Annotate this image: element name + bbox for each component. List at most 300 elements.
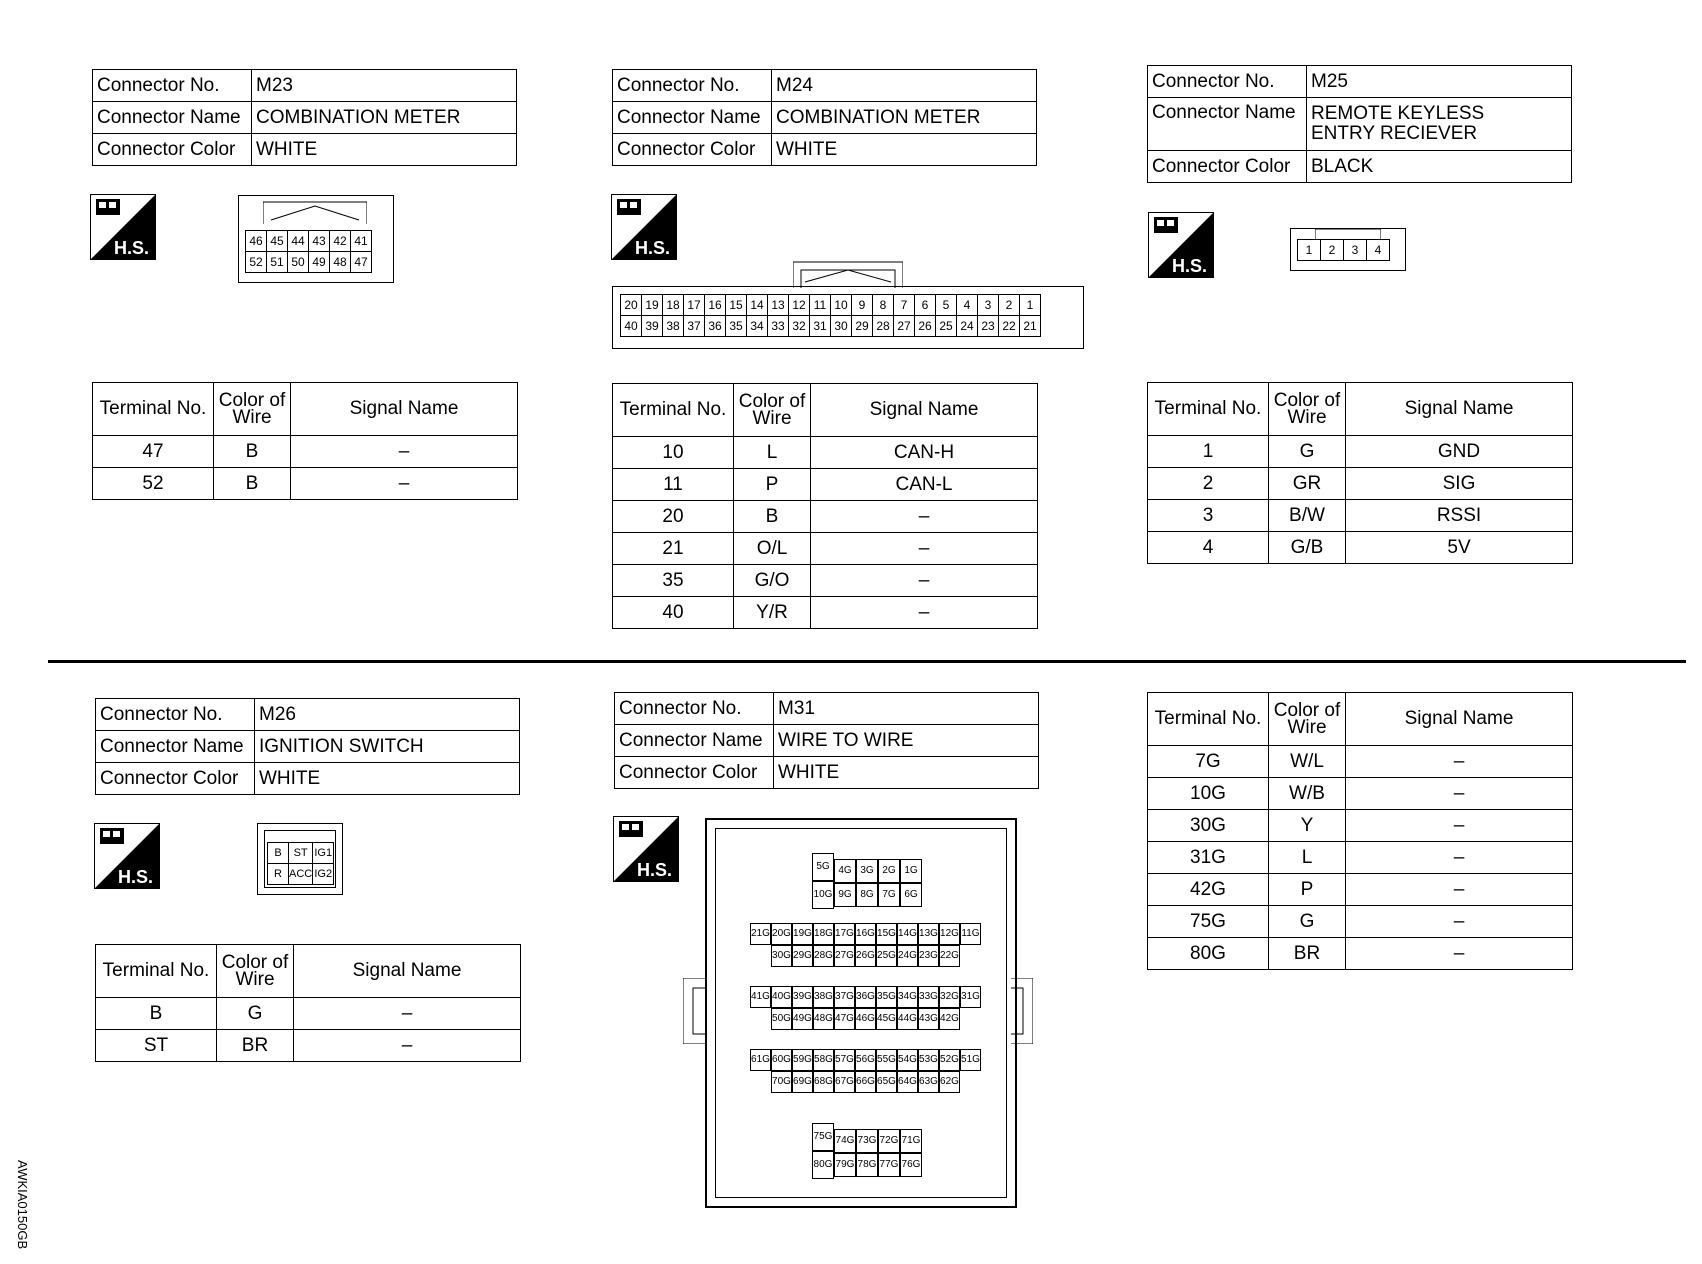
wire-color-cell: G: [217, 998, 294, 1030]
terminal-pin: 44G: [897, 1008, 918, 1030]
terminal-row: [1148, 468, 1573, 500]
terminal-pin: 20G: [771, 923, 792, 945]
terminal-pin: 25: [936, 316, 957, 337]
connector-name-label: Connector Name: [93, 102, 252, 134]
terminal-pin: 29: [852, 316, 873, 337]
terminal-pin: 25G: [876, 945, 897, 967]
terminal-pin: 43G: [918, 1008, 939, 1030]
terminal-pin: 50G: [771, 1008, 792, 1030]
terminal-pin: 1: [1298, 240, 1321, 261]
terminal-pin: 4G: [834, 859, 856, 883]
terminal-row: [1148, 906, 1573, 938]
terminal-no-cell: 2: [1148, 468, 1269, 500]
wire-color-header: Color of Wire: [214, 383, 291, 436]
m25-info-table: [1147, 65, 1572, 183]
wire-color-cell: B/W: [1269, 500, 1346, 532]
terminal-pin: 42: [330, 231, 351, 252]
terminal-pin: 49G: [792, 1008, 813, 1030]
terminal-pin: IG1: [313, 843, 334, 864]
terminal-pin: 26G: [855, 945, 876, 967]
terminal-row: [1148, 778, 1573, 810]
terminal-row: [1148, 746, 1573, 778]
terminal-pin: 1: [1020, 295, 1041, 316]
terminal-pin: 24G: [897, 945, 918, 967]
terminal-pin: 77G: [878, 1153, 900, 1177]
terminal-pin: 33: [768, 316, 789, 337]
terminal-pin: 27: [894, 316, 915, 337]
terminal-pin: 51: [267, 252, 288, 273]
terminal-pin: 22: [999, 316, 1020, 337]
terminal-pin: 22G: [939, 945, 960, 967]
terminal-no-header: Terminal No.: [1148, 693, 1269, 746]
m24-pin-grid: [620, 294, 1041, 337]
terminal-pin: 16: [705, 295, 726, 316]
connector-name-label: Connector Name: [613, 102, 772, 134]
terminal-pin: 2: [1321, 240, 1344, 261]
terminal-pin: 45: [267, 231, 288, 252]
connector-color-value: WHITE: [772, 134, 1037, 166]
terminal-no-cell: 52: [93, 468, 214, 500]
terminal-row: [93, 468, 518, 500]
terminal-pin: 14G: [897, 923, 918, 945]
m25-terminal-table: [1147, 382, 1573, 564]
terminal-pin: 13G: [918, 923, 939, 945]
terminal-row: [613, 565, 1038, 597]
terminal-pin: 10: [831, 295, 852, 316]
terminal-pin: 42G: [939, 1008, 960, 1030]
terminal-pin: ACC: [289, 864, 313, 885]
signal-name-cell: –: [1346, 874, 1573, 906]
terminal-pin: 70G: [771, 1071, 792, 1093]
terminal-pin: 17G: [834, 923, 855, 945]
connector-no-label: Connector No.: [615, 693, 774, 725]
terminal-pin: 10G: [812, 881, 834, 909]
svg-text:H.S.: H.S.: [635, 238, 671, 258]
signal-name-header: Signal Name: [811, 384, 1038, 437]
signal-name-cell: –: [811, 597, 1038, 629]
terminal-pin: 35: [726, 316, 747, 337]
terminal-pin: 29G: [792, 945, 813, 967]
terminal-row: [613, 533, 1038, 565]
connector-name-label: Connector Name: [1148, 98, 1307, 151]
m23-connector-face: [238, 195, 394, 283]
terminal-no-header: Terminal No.: [96, 945, 217, 998]
signal-name-header: Signal Name: [1346, 383, 1573, 436]
wire-color-cell: W/L: [1269, 746, 1346, 778]
terminal-pin: R: [268, 864, 289, 885]
terminal-pin: 47G: [834, 1008, 855, 1030]
terminal-pin: 78G: [856, 1153, 878, 1177]
harness-side-icon: [613, 816, 679, 882]
svg-text:H.S.: H.S.: [114, 238, 150, 258]
terminal-no-cell: 10: [613, 437, 734, 469]
svg-text:H.S.: H.S.: [1172, 256, 1208, 276]
signal-name-cell: CAN-L: [811, 469, 1038, 501]
connector-color-value: WHITE: [774, 757, 1039, 789]
m26-pin-grid: [267, 842, 334, 885]
connector-no-value: M31: [774, 693, 1039, 725]
connector-name-label: Connector Name: [96, 731, 255, 763]
terminal-pin: 8G: [856, 883, 878, 907]
terminal-pin: 72G: [878, 1129, 900, 1153]
m31-terminal-table: [1147, 692, 1573, 970]
wire-color-cell: G/B: [1269, 532, 1346, 564]
m31-side-latches: [683, 978, 1033, 1044]
terminal-pin: 33G: [918, 986, 939, 1008]
terminal-pin: 34: [747, 316, 768, 337]
terminal-row: [93, 436, 518, 468]
m23-info-table: [92, 69, 517, 166]
terminal-pin: 38G: [813, 986, 834, 1008]
terminal-pin: 36G: [855, 986, 876, 1008]
terminal-pin: 51G: [960, 1049, 981, 1071]
terminal-pin: 9: [852, 295, 873, 316]
wire-color-cell: BR: [1269, 938, 1346, 970]
connector-no-label: Connector No.: [613, 70, 772, 102]
terminal-pin: 53G: [918, 1049, 939, 1071]
wire-color-header: Color of Wire: [734, 384, 811, 437]
terminal-pin: 73G: [856, 1129, 878, 1153]
terminal-pin: 5G: [812, 853, 834, 881]
terminal-row: [1148, 436, 1573, 468]
terminal-pin: 12: [789, 295, 810, 316]
terminal-no-header: Terminal No.: [613, 384, 734, 437]
m24-connector-face: [612, 286, 1084, 349]
terminal-pin: 55G: [876, 1049, 897, 1071]
signal-name-cell: –: [1346, 778, 1573, 810]
terminal-pin: 2G: [878, 859, 900, 883]
terminal-pin: 11G: [960, 923, 981, 945]
m26-info-table: [95, 698, 520, 795]
terminal-pin: 58G: [813, 1049, 834, 1071]
terminal-pin: 34G: [897, 986, 918, 1008]
terminal-row: [1148, 810, 1573, 842]
wire-color-cell: P: [734, 469, 811, 501]
connector-color-value: WHITE: [252, 134, 517, 166]
terminal-pin: 6: [915, 295, 936, 316]
terminal-pin: 3: [1344, 240, 1367, 261]
terminal-no-header: Terminal No.: [1148, 383, 1269, 436]
terminal-pin: 21G: [750, 923, 771, 945]
signal-name-cell: –: [294, 1030, 521, 1062]
terminal-pin: 17: [684, 295, 705, 316]
wire-color-cell: G: [1269, 906, 1346, 938]
terminal-pin: 71G: [900, 1129, 922, 1153]
connector-color-label: Connector Color: [96, 763, 255, 795]
wire-color-cell: B: [214, 468, 291, 500]
terminal-pin: 66G: [855, 1071, 876, 1093]
harness-side-icon: [1148, 212, 1214, 278]
wire-color-cell: W/B: [1269, 778, 1346, 810]
terminal-pin: 36: [705, 316, 726, 337]
terminal-pin: 18G: [813, 923, 834, 945]
signal-name-cell: RSSI: [1346, 500, 1573, 532]
m25-pin-grid: [1297, 239, 1390, 261]
terminal-pin: 64G: [897, 1071, 918, 1093]
terminal-pin: 59G: [792, 1049, 813, 1071]
terminal-row: [613, 597, 1038, 629]
m24-latch: [793, 260, 903, 290]
terminal-pin: 41G: [750, 986, 771, 1008]
terminal-pin: 32: [789, 316, 810, 337]
connector-name-value: COMBINATION METER: [772, 102, 1037, 134]
terminal-pin: 18: [663, 295, 684, 316]
signal-name-cell: –: [291, 436, 518, 468]
wire-color-header: Color of Wire: [217, 945, 294, 998]
terminal-pin: 5: [936, 295, 957, 316]
terminal-pin: 80G: [812, 1151, 834, 1179]
harness-side-icon: [90, 194, 156, 260]
terminal-pin: 28: [873, 316, 894, 337]
connector-name-line-2: ENTRY RECIEVER: [1311, 123, 1478, 144]
m25-connector-face: [1290, 228, 1406, 271]
terminal-row: [1148, 532, 1573, 564]
terminal-pin: 20: [621, 295, 642, 316]
terminal-row: [1148, 842, 1573, 874]
m31-info-table: [614, 692, 1039, 789]
terminal-pin: 32G: [939, 986, 960, 1008]
terminal-pin: 50: [288, 252, 309, 273]
wire-color-cell: P: [1269, 874, 1346, 906]
terminal-pin: 14: [747, 295, 768, 316]
terminal-pin: 37: [684, 316, 705, 337]
wire-color-cell: O/L: [734, 533, 811, 565]
signal-name-cell: –: [1346, 810, 1573, 842]
wire-color-cell: GR: [1269, 468, 1346, 500]
terminal-no-cell: 47: [93, 436, 214, 468]
connector-name-label: Connector Name: [615, 725, 774, 757]
signal-name-cell: CAN-H: [811, 437, 1038, 469]
signal-name-cell: –: [1346, 938, 1573, 970]
m26-terminal-table: [95, 944, 521, 1062]
terminal-pin: 54G: [897, 1049, 918, 1071]
m26-connector-face: [257, 823, 343, 895]
signal-name-header: Signal Name: [294, 945, 521, 998]
terminal-pin: 74G: [834, 1129, 856, 1153]
connector-no-label: Connector No.: [1148, 66, 1307, 98]
terminal-pin: 48G: [813, 1008, 834, 1030]
terminal-pin: 49: [309, 252, 330, 273]
terminal-pin: 28G: [813, 945, 834, 967]
terminal-pin: 41: [351, 231, 372, 252]
connector-name-value: WIRE TO WIRE: [774, 725, 1039, 757]
connector-no-value: M26: [255, 699, 520, 731]
connector-color-value: BLACK: [1307, 151, 1572, 183]
terminal-pin: 75G: [812, 1123, 834, 1151]
terminal-pin: 27G: [834, 945, 855, 967]
terminal-pin: 9G: [834, 883, 856, 907]
terminal-pin: 8: [873, 295, 894, 316]
terminal-row: [1148, 500, 1573, 532]
wire-color-cell: G/O: [734, 565, 811, 597]
m24-info-table: [612, 69, 1037, 166]
terminal-pin: 40: [621, 316, 642, 337]
connector-no-label: Connector No.: [96, 699, 255, 731]
terminal-pin: 30G: [771, 945, 792, 967]
terminal-pin: 65G: [876, 1071, 897, 1093]
terminal-pin: 31G: [960, 986, 981, 1008]
terminal-no-cell: 30G: [1148, 810, 1269, 842]
connector-color-label: Connector Color: [613, 134, 772, 166]
terminal-pin: 16G: [855, 923, 876, 945]
terminal-pin: IG2: [313, 864, 334, 885]
terminal-pin: 46G: [855, 1008, 876, 1030]
signal-name-cell: SIG: [1346, 468, 1573, 500]
wire-color-header: Color of Wire: [1269, 383, 1346, 436]
wire-color-cell: BR: [217, 1030, 294, 1062]
wire-color-cell: B: [734, 501, 811, 533]
terminal-pin: 3G: [856, 859, 878, 883]
terminal-no-cell: ST: [96, 1030, 217, 1062]
terminal-pin: 7: [894, 295, 915, 316]
terminal-pin: 48: [330, 252, 351, 273]
terminal-pin: 30: [831, 316, 852, 337]
signal-name-cell: –: [1346, 906, 1573, 938]
signal-name-cell: 5V: [1346, 532, 1573, 564]
terminal-pin: 2: [999, 295, 1020, 316]
signal-name-cell: –: [1346, 746, 1573, 778]
wire-color-cell: L: [734, 437, 811, 469]
connector-name-value: [1307, 98, 1572, 151]
terminal-row: [613, 437, 1038, 469]
terminal-no-cell: 75G: [1148, 906, 1269, 938]
terminal-pin: 6G: [900, 883, 922, 907]
terminal-no-cell: 31G: [1148, 842, 1269, 874]
terminal-no-cell: B: [96, 998, 217, 1030]
terminal-no-cell: 3: [1148, 500, 1269, 532]
terminal-pin: 4: [957, 295, 978, 316]
wire-color-cell: B: [214, 436, 291, 468]
terminal-pin: 21: [1020, 316, 1041, 337]
terminal-row: [1148, 938, 1573, 970]
connector-no-value: M25: [1307, 66, 1572, 98]
terminal-row: [96, 998, 521, 1030]
signal-name-cell: –: [811, 533, 1038, 565]
m24-terminal-table: [612, 383, 1038, 629]
terminal-pin: 11: [810, 295, 831, 316]
terminal-pin: 40G: [771, 986, 792, 1008]
svg-text:H.S.: H.S.: [118, 867, 154, 887]
terminal-pin: 15: [726, 295, 747, 316]
terminal-pin: 3: [978, 295, 999, 316]
terminal-pin: 31: [810, 316, 831, 337]
signal-name-cell: –: [1346, 842, 1573, 874]
wire-color-cell: Y/R: [734, 597, 811, 629]
signal-name-cell: –: [291, 468, 518, 500]
terminal-no-header: Terminal No.: [93, 383, 214, 436]
terminal-no-cell: 10G: [1148, 778, 1269, 810]
connector-color-label: Connector Color: [93, 134, 252, 166]
terminal-pin: 19G: [792, 923, 813, 945]
terminal-pin: 52G: [939, 1049, 960, 1071]
terminal-no-cell: 21: [613, 533, 734, 565]
connector-color-value: WHITE: [255, 763, 520, 795]
terminal-pin: 35G: [876, 986, 897, 1008]
signal-name-cell: –: [294, 998, 521, 1030]
terminal-pin: 67G: [834, 1071, 855, 1093]
terminal-pin: 39: [642, 316, 663, 337]
terminal-no-cell: 80G: [1148, 938, 1269, 970]
terminal-pin: 68G: [813, 1071, 834, 1093]
harness-side-icon: [94, 823, 160, 889]
terminal-pin: 24: [957, 316, 978, 337]
terminal-pin: 23G: [918, 945, 939, 967]
connector-name-value: IGNITION SWITCH: [255, 731, 520, 763]
terminal-pin: 43: [309, 231, 330, 252]
terminal-row: [1148, 874, 1573, 906]
svg-text:H.S.: H.S.: [637, 860, 673, 880]
section-divider: [48, 660, 1686, 663]
terminal-pin: 52: [246, 252, 267, 273]
terminal-no-cell: 11: [613, 469, 734, 501]
connector-no-label: Connector No.: [93, 70, 252, 102]
terminal-no-cell: 1: [1148, 436, 1269, 468]
m23-terminal-table: [92, 382, 518, 500]
terminal-pin: 26: [915, 316, 936, 337]
terminal-pin: 60G: [771, 1049, 792, 1071]
figure-id: AWKIA0150GB: [15, 1160, 30, 1250]
terminal-pin: 69G: [792, 1071, 813, 1093]
terminal-pin: ST: [289, 843, 313, 864]
connector-name-line-1: REMOTE KEYLESS: [1311, 103, 1485, 124]
m23-pin-grid: [245, 230, 372, 273]
terminal-pin: 39G: [792, 986, 813, 1008]
terminal-pin: 57G: [834, 1049, 855, 1071]
connector-color-label: Connector Color: [615, 757, 774, 789]
terminal-no-cell: 40: [613, 597, 734, 629]
terminal-pin: 63G: [918, 1071, 939, 1093]
connector-color-label: Connector Color: [1148, 151, 1307, 183]
terminal-no-cell: 20: [613, 501, 734, 533]
terminal-pin: 15G: [876, 923, 897, 945]
connector-name-value: COMBINATION METER: [252, 102, 517, 134]
terminal-pin: 62G: [939, 1071, 960, 1093]
terminal-pin: 76G: [900, 1153, 922, 1177]
terminal-pin: 4: [1367, 240, 1390, 261]
terminal-pin: 56G: [855, 1049, 876, 1071]
signal-name-header: Signal Name: [1346, 693, 1573, 746]
terminal-pin: 19: [642, 295, 663, 316]
terminal-pin: 46: [246, 231, 267, 252]
terminal-no-cell: 4: [1148, 532, 1269, 564]
terminal-row: [613, 501, 1038, 533]
signal-name-header: Signal Name: [291, 383, 518, 436]
wire-color-cell: G: [1269, 436, 1346, 468]
terminal-pin: 37G: [834, 986, 855, 1008]
terminal-pin: 61G: [750, 1049, 771, 1071]
harness-side-icon: [611, 194, 677, 260]
wire-color-header: Color of Wire: [1269, 693, 1346, 746]
terminal-pin: B: [268, 843, 289, 864]
terminal-pin: 7G: [878, 883, 900, 907]
terminal-pin: 13: [768, 295, 789, 316]
terminal-pin: 44: [288, 231, 309, 252]
terminal-no-cell: 42G: [1148, 874, 1269, 906]
connector-no-value: M24: [772, 70, 1037, 102]
connector-no-value: M23: [252, 70, 517, 102]
terminal-pin: 23: [978, 316, 999, 337]
terminal-pin: 45G: [876, 1008, 897, 1030]
terminal-no-cell: 35: [613, 565, 734, 597]
signal-name-cell: –: [811, 565, 1038, 597]
terminal-row: [96, 1030, 521, 1062]
signal-name-cell: –: [811, 501, 1038, 533]
signal-name-cell: GND: [1346, 436, 1573, 468]
terminal-pin: 12G: [939, 923, 960, 945]
wire-color-cell: Y: [1269, 810, 1346, 842]
terminal-pin: 1G: [900, 859, 922, 883]
terminal-pin: 47: [351, 252, 372, 273]
